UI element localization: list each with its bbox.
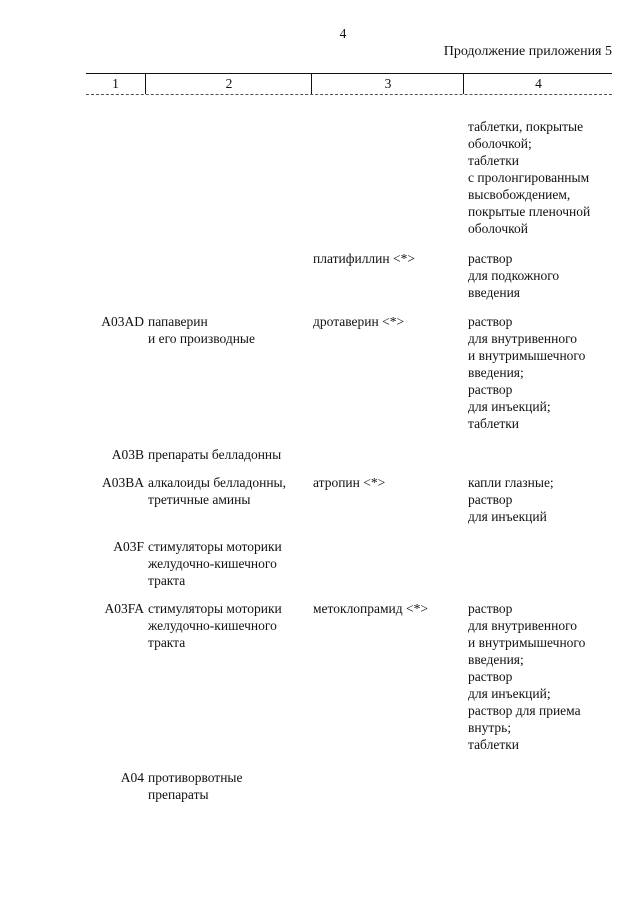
- group-name: алкалоиды белладонны, третичные амины: [148, 475, 286, 507]
- dosage-form: капли глазные; раствор для инъекций: [468, 475, 554, 524]
- atc-code: A03BA: [101, 475, 144, 490]
- drug-name: атропин <*>: [313, 475, 386, 490]
- header-col-1: 1: [112, 76, 119, 91]
- group-name: папаверин и его производные: [148, 314, 255, 346]
- group-name: противорвотные препараты: [148, 770, 243, 802]
- dosage-form: таблетки, покрытые оболочкой; таблетки с пролонгированным высвобождением, покрытые пленочной оболочкой: [468, 119, 591, 236]
- dosage-form: раствор для внутривенного и внутримышечного введения; раствор для инъекций; раствор для приема внутрь; таблетки: [468, 601, 586, 752]
- drug-name: дротаверин <*>: [313, 314, 405, 329]
- dosage-form: раствор для внутривенного и внутримышечного введения; раствор для инъекций; таблетки: [468, 314, 586, 431]
- group-name: стимуляторы моторики желудочно-кишечного тракта: [148, 539, 282, 588]
- table-header: [86, 73, 612, 95]
- dosage-form: раствор для подкожного введения: [468, 251, 560, 300]
- atc-code: A03FA: [104, 601, 144, 616]
- atc-code: A03B: [111, 447, 144, 462]
- continuation-label: Продолжение приложения 5: [443, 44, 612, 59]
- atc-code: A03AD: [101, 314, 144, 329]
- group-name: препараты белладонны: [148, 447, 282, 462]
- header-col-4: 4: [463, 74, 613, 94]
- atc-code: A04: [120, 770, 144, 785]
- drug-name: метоклопрамид <*>: [313, 601, 429, 616]
- header-col-2: 2: [145, 74, 312, 94]
- page-number: 4: [339, 26, 347, 41]
- drug-name: платифиллин <*>: [313, 251, 415, 266]
- group-name: стимуляторы моторики желудочно-кишечного тракта: [148, 601, 282, 650]
- atc-code: A03F: [113, 539, 144, 554]
- header-col-3: 3: [311, 74, 464, 94]
